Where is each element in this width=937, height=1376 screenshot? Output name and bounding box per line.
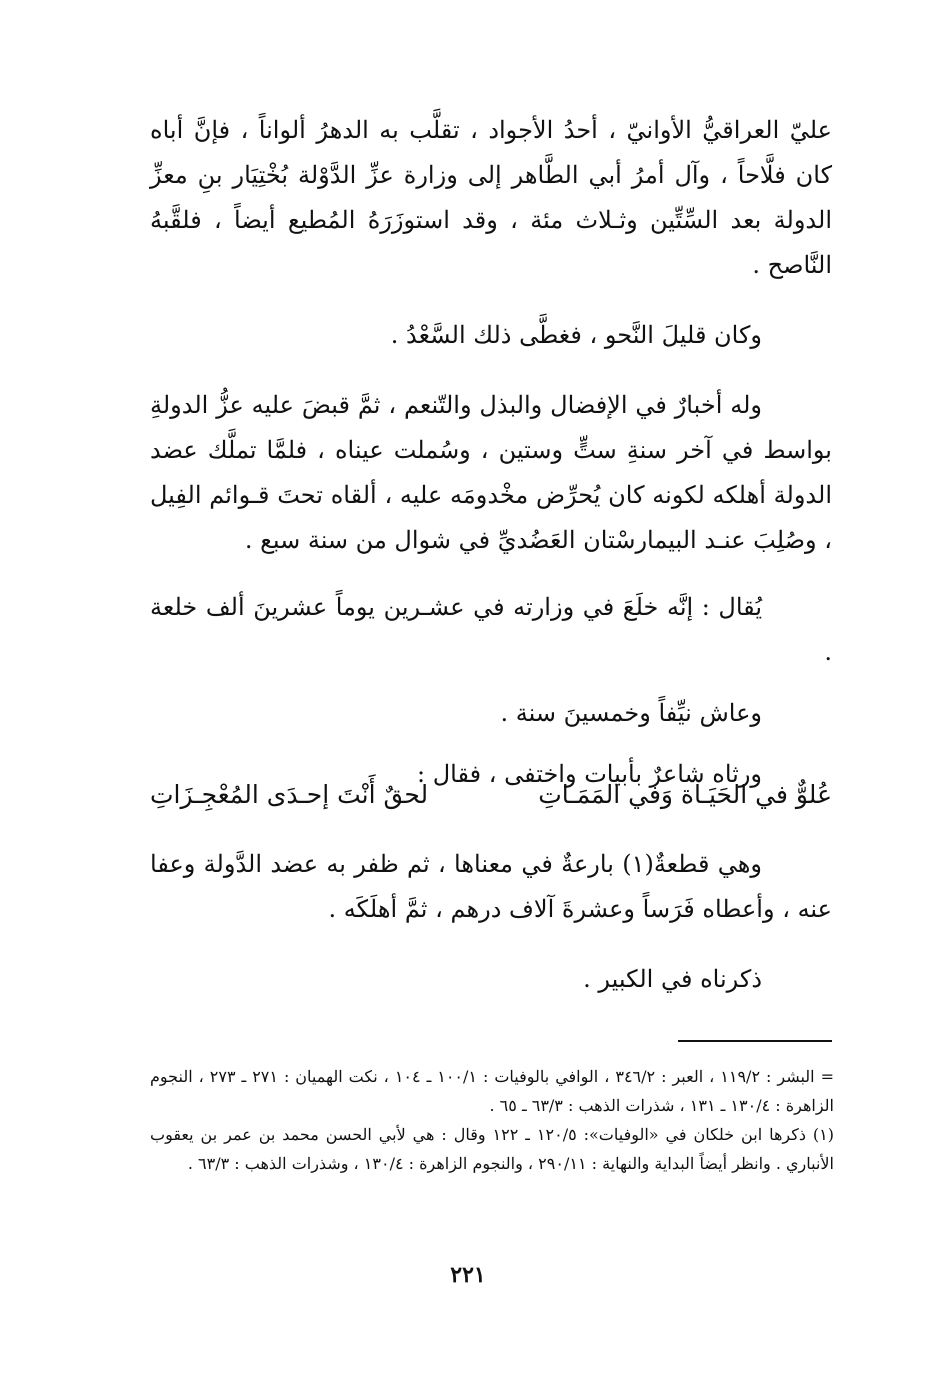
paragraph-5: وعاش نيِّفاً وخمسينَ سنة . <box>500 699 762 727</box>
verse-first-hemistich: عُلوٌّ في الحَيَـاة وَفي المَمَـاتِ <box>538 780 832 809</box>
paragraph-6: ورثاه شاعرٌ بأبيات واختفى ، فقال : <box>417 760 762 788</box>
paragraph-3: وله أخبارٌ في الإفضال والبذل والتّنعم ، ثمَّ قبضَ عليه عزُّ الدولةِ بواسط في آخر سنةِ ستٍّ وستين ، وسُملت عيناه ، فلمَّا تملَّك عضد الدولة أهلكه لكونه كان يُحرِّض مخْدومَه عليه ، ألقاه تحتَ قـوائم الفِيل ، وصُلِبَ عنـد البيمارسْتان العَضُديِّ في شوال من سنة سبع . <box>150 391 832 554</box>
paragraph-8: ذكرناه في الكبير . <box>583 965 762 993</box>
footnotes <box>150 1062 834 1178</box>
page-number: ٢٢١ <box>450 1262 486 1288</box>
paragraph-1: عليّ العراقيُّ الأوانيّ ، أحدُ الأجواد ، تقلَّب به الدهرُ ألواناً ، فإنَّ أباه كان فلَّاحاً ، وآل أمرُ أبي الطَّاهر إلى وزارة عزِّ الدَّوْلة بُخْتِيَار بنِ معزِّ الدولة بعد السِّتِّين وثـلاث مئة ، وقد استوزَرَهُ المُطيع أيضاً ، فلقَّبهُ النَّاصح . <box>150 116 832 279</box>
paragraph-7: وهي قطعةٌ(١) بارعةٌ في معناها ، ثم ظفر به عضد الدَّولة وعفا عنه ، وأعطاه فَرَساً وعشرةَ آلاف درهم ، ثمَّ أهلَكَه . <box>150 850 832 923</box>
verse-second-hemistich: لحقٌ أَنْتَ إحـدَى المُعْجِـزَاتِ <box>150 780 429 809</box>
poem-verse <box>150 770 832 820</box>
footnote-1: (١) ذكرها ابن خلكان في «الوفيات»: ١٢٠/٥ ـ ١٢٢ وقال : هي لأبي الحسن محمد بن عمر بن يعقوب الأنباري . وانظر أيضاً البداية والنهاية : ٢٩٠/١١ ، والنجوم الزاهرة : ١٣٠/٤ ، وشذرات الذهب : ٦٣/٣ . <box>150 1125 834 1173</box>
paragraph-4: يُقال : إنَّه خلَعَ في وزارته في عشـرين يوماً عشرينَ ألف خلعة . <box>150 593 832 666</box>
main-text-upper <box>150 108 832 797</box>
paragraph-2: وكان قليلَ النَّحو ، فغطَّى ذلك السَّعْدُ . <box>390 321 762 349</box>
footnote-separator <box>678 1040 832 1042</box>
main-text-lower <box>150 842 832 1002</box>
footnote-continuation: = البشر : ١١٩/٢ ، العبر : ٣٤٦/٢ ، الوافي بالوفيات : ١٠٠/١ ـ ١٠٤ ، نكت الهميان : ٢٧١ ـ ٢٧٣ ، النجوم الزاهرة : ١٣٠/٤ ـ ١٣١ ، شذرات الذهب : ٦٣/٣ ـ ٦٥ . <box>150 1067 835 1115</box>
